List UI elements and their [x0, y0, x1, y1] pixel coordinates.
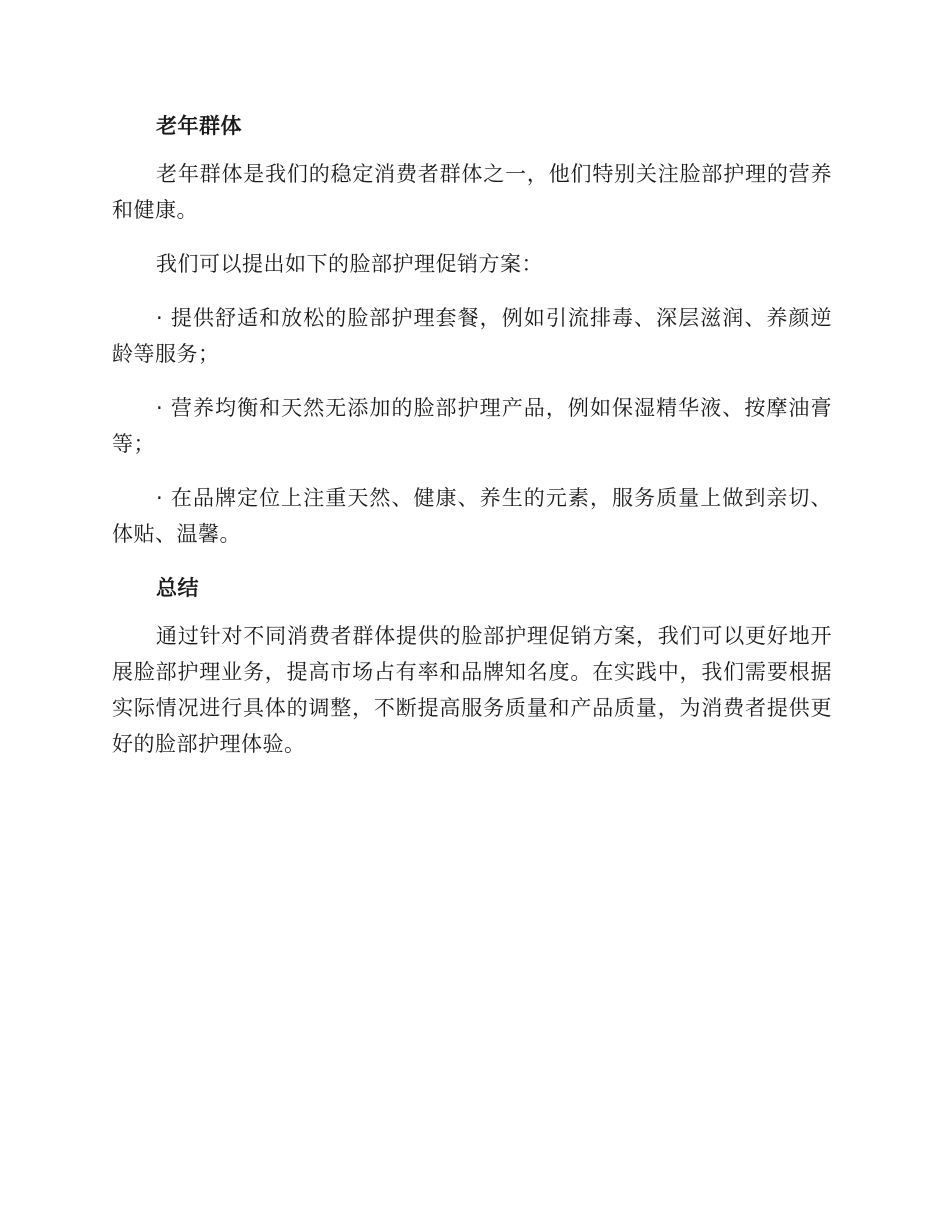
document-body: [112, 108, 832, 780]
paragraph-elderly-intro: 老年群体是我们的稳定消费者群体之一，他们特别关注脸部护理的营养和健康。: [112, 162, 832, 222]
paragraph-summary: 通过针对不同消费者群体提供的脸部护理促销方案，我们可以更好地开展脸部护理业务，提高市场占有率和品牌知名度。在实践中，我们需要根据实际情况进行具体的调整，不断提高服务质量和产品质量，为消费者提供更好的脸部护理体验。: [112, 624, 832, 756]
bullet-item-natural-products: · 营养均衡和天然无添加的脸部护理产品，例如保湿精华液、按摩油膏等；: [112, 396, 832, 456]
paragraph-promo-lead: 我们可以提出如下的脸部护理促销方案：: [156, 252, 543, 276]
bullet-item-brand-positioning: · 在品牌定位上注重天然、健康、养生的元素，服务质量上做到亲切、体贴、温馨。: [112, 486, 832, 546]
bullet-item-care-package: · 提供舒适和放松的脸部护理套餐，例如引流排毒、深层滋润、养颜逆龄等服务；: [112, 306, 832, 366]
section-heading-summary: 总结: [156, 576, 199, 600]
section-heading-elderly: 老年群体: [156, 114, 242, 138]
